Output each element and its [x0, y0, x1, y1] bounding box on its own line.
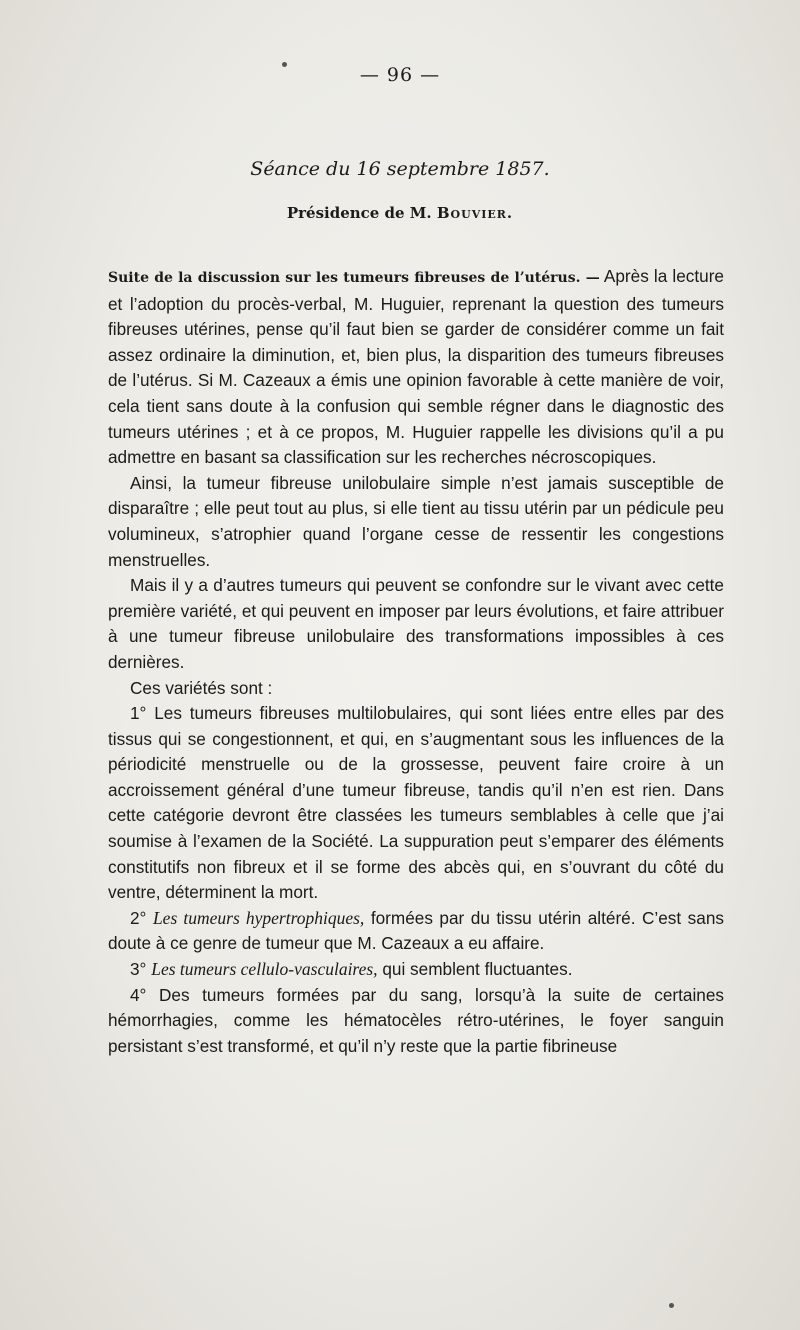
- paragraph-text: Après la lecture et l’adoption du procès-verbal, M. Huguier, reprenant la question des tumeurs fibreuses utérines, pense qu’il faut bien se garder de considérer comme un fait assez ordinaire la diminution, et, bien plus, la disparition des tumeurs fibreuses de l’utérus. Si M. Cazeaux a émis une opinion favorable à cette manière de voir, cela tient sans doute à la confusion qui semble régner dans le diagnostic des tumeurs utérines ; et à ce propos, M. Huguier rappelle les divisions qu’il a pu admettre en basant sa classification sur les recherches nécroscopiques.: [108, 266, 724, 468]
- session-title: Séance du 16 septembre 1857.: [250, 158, 550, 180]
- list-text: qui semblent fluctuantes.: [377, 959, 573, 980]
- list-item: 4° Des tumeurs formées par du sang, lorsqu’à la suite de certaines hémorrhagies, comme les hématocèles rétro-utérines, le foyer sanguin persistant s’est transformé, et qu’il n’y reste que la partie fibrineuse: [108, 984, 724, 1056]
- paragraph: Ainsi, la tumeur fibreuse unilobulaire simple n’est jamais susceptible de disparaître ; elle peut tout au plus, si elle tient au tissu utérin par un pédicule peu volumineux, s’atrophier quand l’organe cesse de ressentir les congestions menstruelles.: [108, 472, 724, 570]
- presidence-name: Bouvier.: [436, 204, 514, 222]
- list-text: formées par du tissu utérin altéré. C’est sans doute à ce genre de tumeur que M. Cazeaux a eu affaire.: [108, 907, 724, 954]
- section-heading: Suite de la discussion sur les tumeurs fibreuses de l’utérus. —: [108, 270, 600, 286]
- paragraph: [108, 264, 724, 471]
- list-item: 1° Les tumeurs fibreuses multilobulaires, qui sont liées entre elles par des tissus qui se congestionnent, et qui, en s’augmentant sous les influences de la périodicité menstruelle ou de la grossesse, peuvent faire croire à un accroissement général d’une tumeur fibreuse, tandis qu’il n’en est rien. Dans cette catégorie devront être classées les tumeurs semblables à celle que j’ai soumise à l’examen de la Société. La suppuration peut s’emparer des éléments constitutifs non fibreux et il se forme des abcès qui, en s’ouvrant du côté du ventre, déterminent la mort.: [108, 703, 724, 903]
- body-text: [108, 264, 724, 1059]
- paragraph: Ces variétés sont :: [130, 677, 273, 698]
- list-number: 2°: [130, 907, 153, 928]
- list-item: [108, 957, 724, 983]
- list-term: Les tumeurs cellulo-vasculaires,: [151, 959, 378, 980]
- presidence-label: Présidence de M.: [286, 204, 432, 222]
- ink-speck: [669, 1303, 674, 1308]
- list-item: [108, 906, 724, 957]
- list-term: Les tumeurs hypertrophiques,: [152, 907, 365, 928]
- list-number: 3°: [130, 959, 152, 980]
- presidence-line: [0, 204, 800, 222]
- page-number: — 96 —: [359, 64, 441, 86]
- paragraph: Mais il y a d’autres tumeurs qui peuvent se confondre sur le vivant avec cette première variété, et qui peuvent en imposer par leurs évolutions, et faire attribuer à une tumeur fibreuse unilobulaire des transformations impossibles à ces dernières.: [108, 575, 724, 672]
